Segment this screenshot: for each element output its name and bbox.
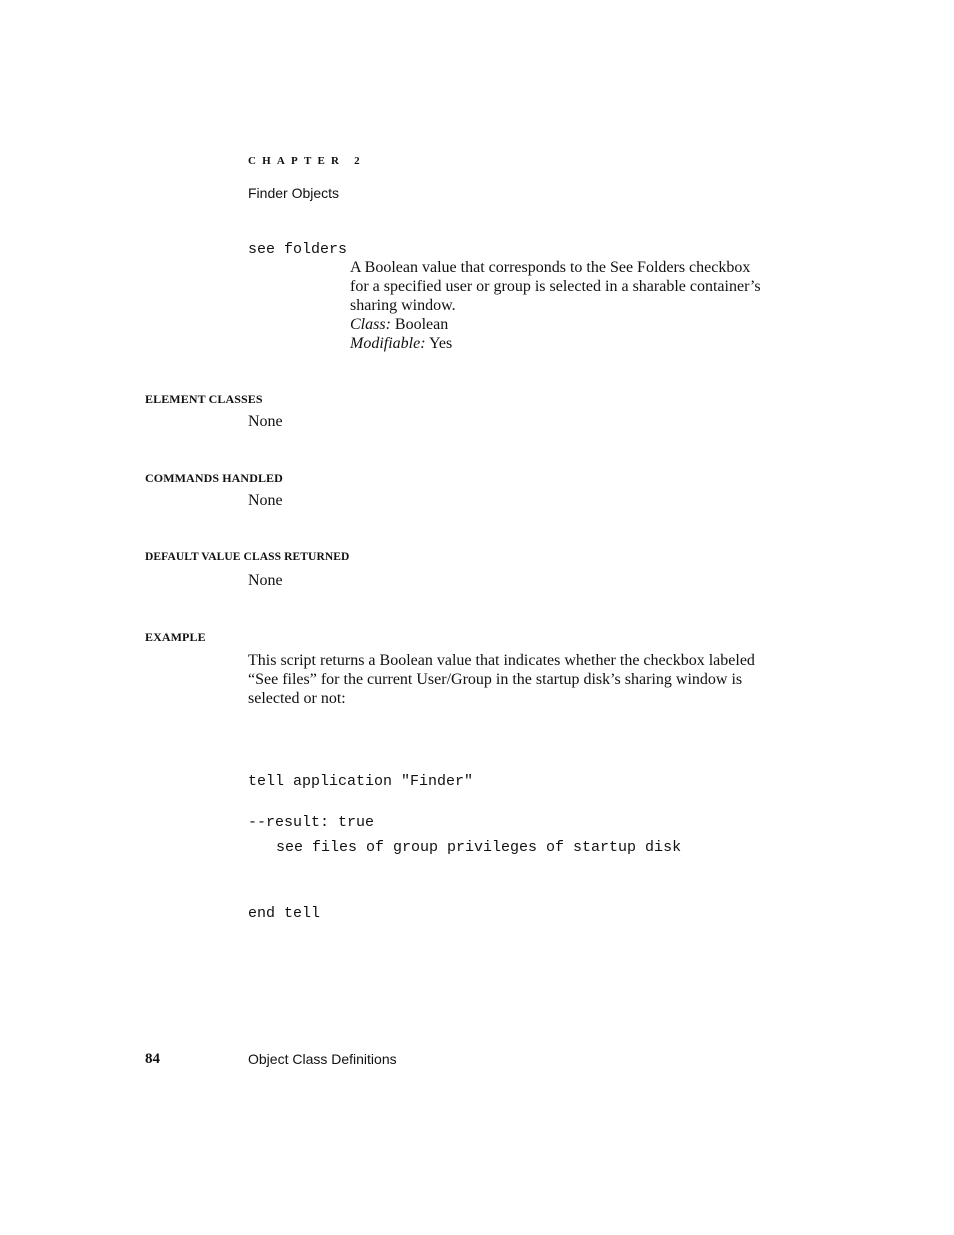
default-value-class-value: None: [248, 572, 283, 589]
property-description: [350, 258, 800, 353]
element-classes-heading: ELEMENT CLASSES: [145, 392, 263, 406]
example-heading: EXAMPLE: [145, 630, 206, 644]
example-paragraph: [248, 651, 808, 708]
property-description-line: for a specified user or group is selected in a sharable container’s: [350, 278, 761, 295]
commands-handled-heading: COMMANDS HANDLED: [145, 471, 283, 485]
property-class-value: Boolean: [394, 316, 449, 333]
example-paragraph-line: This script returns a Boolean value that indicates whether the checkbox labeled: [248, 652, 755, 669]
property-description-line: A Boolean value that corresponds to the See Folders checkbox: [350, 259, 751, 276]
page-number: 84: [145, 1051, 160, 1067]
code-line: see files of group privileges of startup disk: [276, 839, 682, 856]
chapter-label: CHAPTER 2: [248, 155, 366, 167]
element-classes-value: None: [248, 413, 283, 430]
property-modifiable: [350, 334, 800, 353]
default-value-class-heading: DEFAULT VALUE CLASS RETURNED: [145, 551, 350, 563]
commands-handled-value: None: [248, 492, 283, 509]
property-modifiable-label: Modifiable:: [350, 335, 426, 352]
chapter-title: Finder Objects: [248, 185, 340, 201]
property-description-line: sharing window.: [350, 297, 456, 314]
code-line: tell application "Finder": [248, 773, 474, 790]
property-class-label: Class:: [350, 316, 391, 333]
example-code-block: [248, 727, 681, 947]
property-class: [350, 315, 800, 334]
code-result: --result: true: [248, 814, 375, 831]
property-modifiable-value: Yes: [428, 335, 453, 352]
property-name: see folders: [248, 241, 348, 258]
code-line: end tell: [248, 905, 321, 922]
example-paragraph-line: “See files” for the current User/Group in the startup disk’s sharing window is: [248, 671, 743, 688]
footer-section-title: Object Class Definitions: [248, 1051, 397, 1067]
example-paragraph-line: selected or not:: [248, 690, 346, 707]
